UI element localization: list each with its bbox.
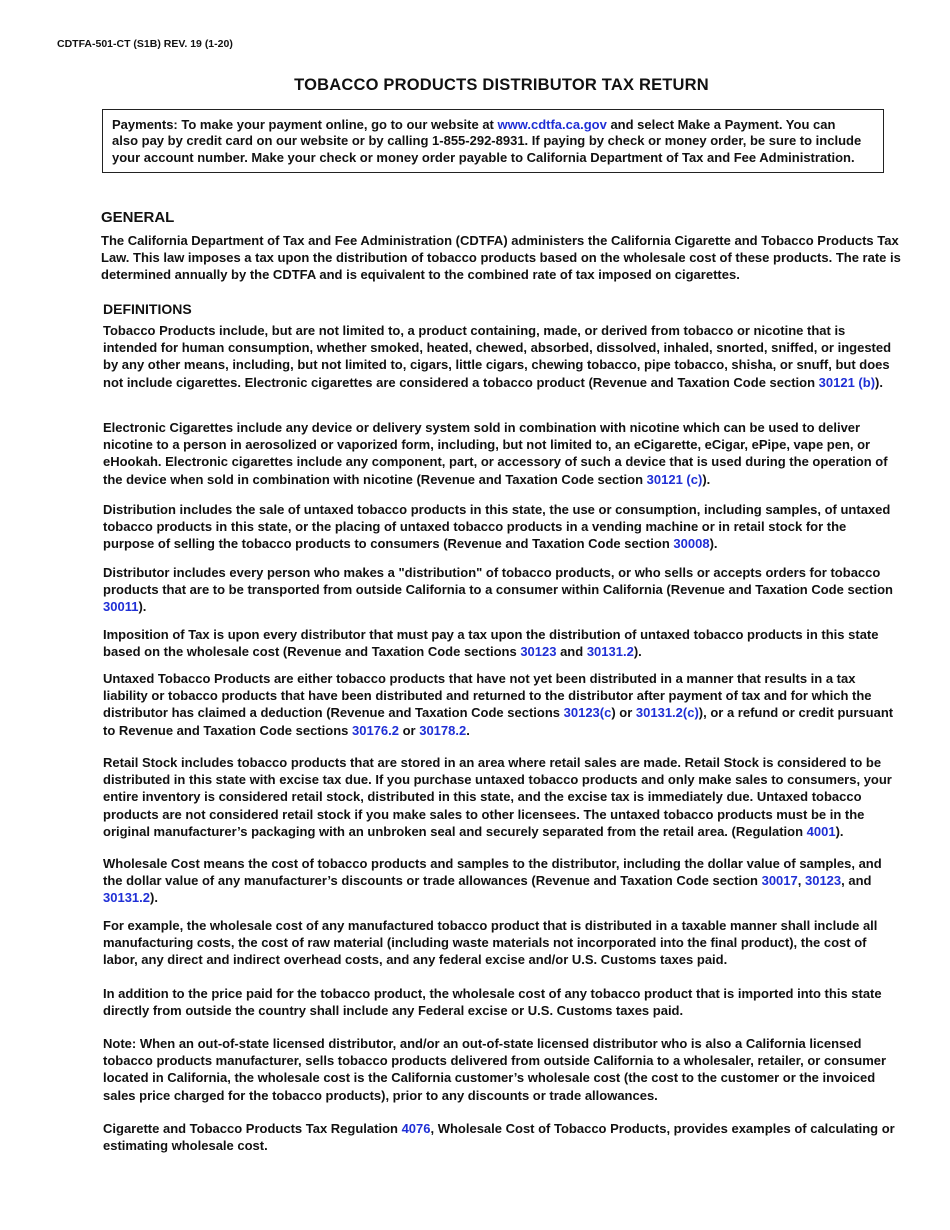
def-imposition: Imposition of Tax is upon every distributor that must pay a tax upon the distribution of untaxed tobacco products in this state based on the wholesale cost (Revenue and Taxation Code sections 30123 and 30131.2). xyxy=(103,627,879,660)
form-id: CDTFA-501-CT (S1B) REV. 19 (1-20) xyxy=(57,38,233,50)
general-heading: GENERAL xyxy=(101,209,175,226)
general-text: The California Department of Tax and Fee Administration (CDTFA) administers the California Cigarette and Tobacco Products Tax Law. This law imposes a tax upon the distribution of tobacco products based on the wholesale cost of these products. The rate is determined annually by the CDTFA and is equivalent to the combined rate of tax imposed on cigarettes. xyxy=(101,233,901,283)
payments-text-2: and select Make a Payment. You can also pay by credit card on our website or by calling 1-855-292-8931. If paying by check or money order, be sure to include your account number. Make your check or money order payable to California Department of Tax and Fee Administration. xyxy=(112,117,862,165)
def-tobacco-products: Tobacco Products include, but are not limited to, a product containing, made, or derived from tobacco or nicotine that is intended for human consumption, whether smoked, heated, chewed, absorbed, dissolved, inhaled, snorted, sniffed, or ingested by any other means, including, but not limited to, cigars, little cigars, chewing tobacco, pipe tobacco, shisha, or snuff, but does not include cigarettes. Electronic cigarettes are considered a tobacco product (Revenue and Taxation Code section 30121 (b)). xyxy=(103,323,892,390)
page-title: TOBACCO PRODUCTS DISTRIBUTOR TAX RETURN xyxy=(294,76,709,94)
link-4076[interactable]: 4076 xyxy=(401,1121,431,1136)
def-retail-stock: Retail Stock includes tobacco products that are stored in an area where retail sales are made. Retail Stock is considered to be distributed in this state with excise tax due. If you purchase untaxed tobacco products and only make sales to consumers, your entire inventory is considered retail stock, distributed in this state, and the excise tax is immediately due. Untaxed tobacco products are not considered retail stock if you make sales to other licensees. The untaxed tobacco products must be in the original manufacturer’s packaging with an unbroken seal and securely separated from the retail area. (Regulation 4001). xyxy=(103,755,892,839)
def-distributor: Distributor includes every person who makes a "distribution" of tobacco products, or who sells or accepts orders for tobacco products that are to be transported from outside California to a consumer within California (Revenue and Taxation Code section 30011). xyxy=(103,565,893,615)
link-30123[interactable]: 30123 xyxy=(520,644,557,660)
para-imported: In addition to the price paid for the tobacco product, the wholesale cost of any tobacco product that is imported into this state directly from outside the country shall include any Federal excise or U.S. Customs taxes paid. xyxy=(103,986,882,1019)
def-distribution: Distribution includes the sale of untaxed tobacco products in this state, the use or consumption, including samples, of untaxed tobacco products in this state, or the placing of untaxed tobacco products in a vending machine or in retail stock for the purpose of selling the tobacco products to consumers (Revenue and Taxation Code section 30008). xyxy=(103,502,891,552)
para-note: Note: When an out-of-state licensed distributor, and/or an out-of-state licensed distributor who is also a California licensed tobacco products manufacturer, sells tobacco products delivered from outside California to a wholesaler, retailer, or consumer located in California, the wholesale cost is the California customer’s wholesale cost (the cost to the customer or the invoiced sales price charged for the tobacco products), prior to any discounts or trade allowances. xyxy=(103,1036,887,1103)
link-30131-2c[interactable]: 30131.2(c) xyxy=(635,705,699,721)
link-30131-2[interactable]: 30131.2 xyxy=(586,644,634,660)
payments-label: Payments: xyxy=(112,117,178,132)
para-example: For example, the wholesale cost of any manufactured tobacco product that is distributed in a taxable manner shall include all manufacturing costs, the cost of raw material (including waste materials not incorporated into the final product), the cost of labor, any direct and indirect overhead costs, and any federal excise and/or U.S. Customs taxes paid. xyxy=(103,918,878,968)
payments-box xyxy=(102,109,884,173)
def-untaxed: Untaxed Tobacco Products are either tobacco products that have not yet been distributed in a manner that results in a tax liability or tobacco products that have been distributed and returned to the distributor after payment of tax and for which the distributor has claimed a deduction (Revenue and Taxation Code sections 30123(c) or 30131.2(c)), or a refund or credit pursuant to Revenue and Taxation Code sections 30176.2 or 30178.2. xyxy=(103,671,894,738)
link-30017[interactable]: 30017 xyxy=(761,873,798,889)
link-30121b[interactable]: 30121 (b) xyxy=(818,374,876,390)
definitions-heading: DEFINITIONS xyxy=(103,301,192,317)
link-30176-2[interactable]: 30176.2 xyxy=(351,722,399,738)
website-link[interactable]: www.cdtfa.ca.gov xyxy=(497,117,607,132)
para-regulation: Cigarette and Tobacco Products Tax Regulation 4076, Wholesale Cost of Tobacco Products, provides examples of calculating or estimating wholesale cost. xyxy=(103,1121,895,1154)
payments-text-1: To make your payment online, go to our website at xyxy=(177,117,498,132)
link-30011[interactable]: 30011 xyxy=(103,599,139,615)
link-4001[interactable]: 4001 xyxy=(806,823,836,839)
link-30121c[interactable]: 30121 (c) xyxy=(646,471,703,487)
def-wholesale-cost: Wholesale Cost means the cost of tobacco products and samples to the distributor, including the dollar value of samples, and the dollar value of any manufacturer’s discounts or trade allowances (Revenue and Taxation Code section 30017, 30123, and 30131.2). xyxy=(103,856,882,906)
link-30131-2-b[interactable]: 30131.2 xyxy=(103,890,150,906)
link-30123-b[interactable]: 30123 xyxy=(804,873,842,889)
link-30123c[interactable]: 30123(c xyxy=(563,705,612,721)
def-electronic-cigarettes: Electronic Cigarettes include any device or delivery system sold in combination with nicotine which can be used to deliver nicotine to a person in aerosolized or vaporized form, including, but not limited to, an eCigarette, eCigar, ePipe, vape pen, or eHookah. Electronic cigarettes include any component, part, or accessory of such a device that is used during the operation of the device when sold in combination with nicotine (Revenue and Taxation Code section 30121 (c)). xyxy=(103,420,888,487)
link-30178-2[interactable]: 30178.2 xyxy=(419,722,467,738)
link-30008[interactable]: 30008 xyxy=(673,536,710,552)
